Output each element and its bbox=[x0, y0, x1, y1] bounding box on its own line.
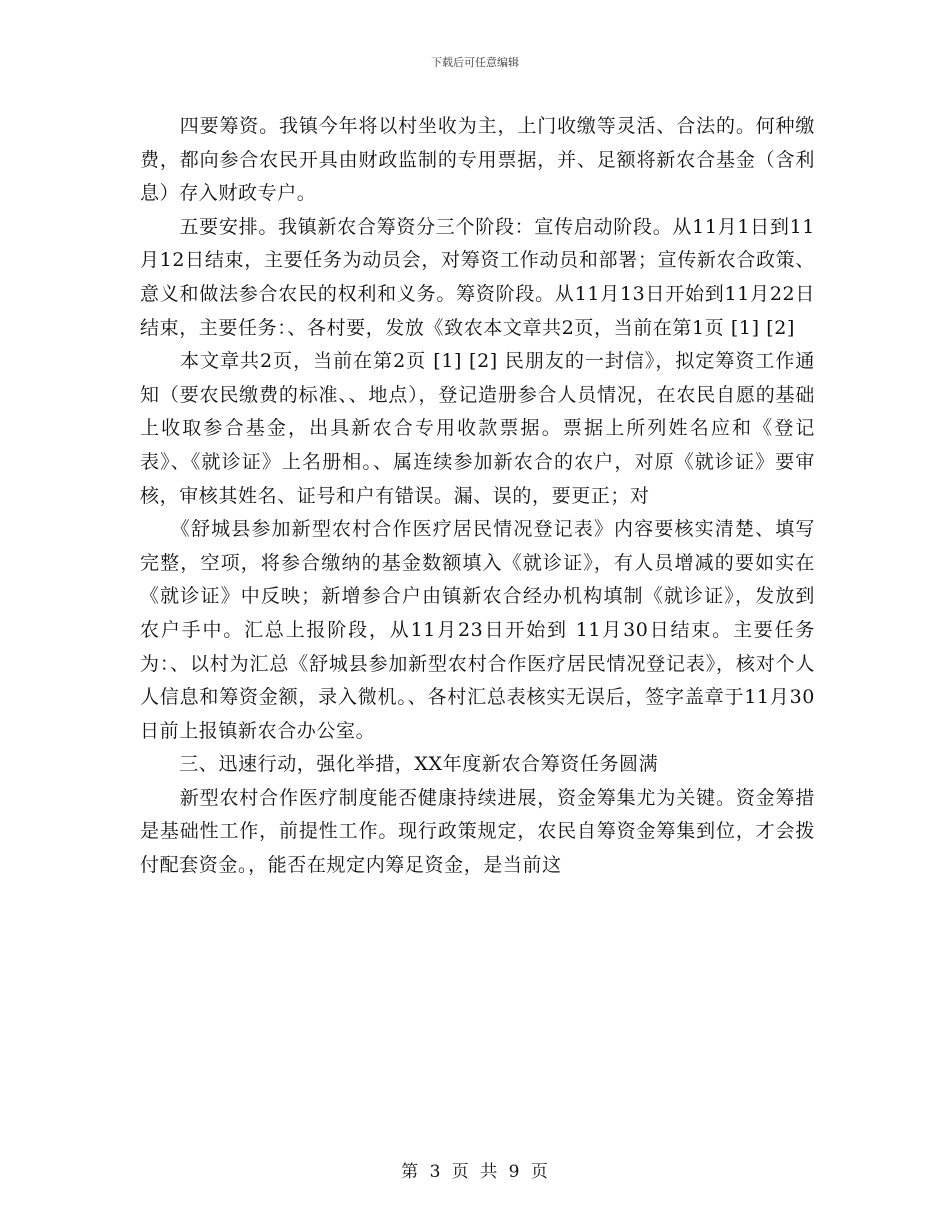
paragraph-5: 新型农村合作医疗制度能否健康持续进展，资金筹集尤为关键。资金筹措是基础性工作，前提性工作。现行政策规定，农民自筹资金筹集到位，才会拨付配套资金。，能否在规定内筹足资金，是当前这 bbox=[140, 786, 815, 877]
page-header: 下载后可任意编辑 bbox=[431, 56, 519, 69]
paragraph-4: 《舒城县参加新型农村合作医疗居民情况登记表》内容要核实清楚、填写完整，空项，将参合缴纳的基金数额填入《就诊证》，有人员增减的要如实在《就诊证》中反映；新增参合户由镇新农合经办机构填制《就诊证》，发放到农户手中。汇总上报阶段，从11月23日开始到 11月30日结束。主要任务为：、以村为汇总《舒城县参加新型农村合作医疗居民情况登记表》，核对个人人信息和筹资金额，录入微机。、各村汇总表核实无误后，签字盖章于11月30日前上报镇新农合办公室。 bbox=[140, 518, 815, 742]
document-body bbox=[140, 110, 815, 883]
paragraph-1: 四要筹资。我镇今年将以村坐收为主，上门收缴等灵活、合法的。何种缴费，都向参合农民开具由财政监制的专用票据，并、足额将新农合基金（含利息）存入财政专户。 bbox=[140, 115, 815, 205]
section-heading: 三、迅速行动，强化举措，XX年度新农合筹资任务圆满 bbox=[140, 753, 659, 776]
page-number: 第 3 页 共 9 页 bbox=[401, 1162, 549, 1182]
paragraph-2: 五要安排。我镇新农合筹资分三个阶段：宣传启动阶段。从11月1日到11月12日结束，主要任务为动员会，对筹资工作动员和部署；宣传新农合政策、意义和做法参合农民的权利和义务。筹资阶段。从11月13日开始到11月22日结束，主要任务：、各村要，发放《致农本文章共2页，当前在第1页 [1] [2] bbox=[140, 215, 815, 339]
paragraph-3: 本文章共2页，当前在第2页 [1] [2] 民朋友的一封信》，拟定筹资工作通知（要农民缴费的标准、、地点），登记造册参合人员情况，在农民自愿的基础上收取参合基金，出具新农合专用收款票据。票据上所列姓名应和《登记表》、《就诊证》上名册相。、属连续参加新农合的农户，对原《就诊证》要审核，审核其姓名、证号和户有错误。漏、误的，要更正；对 bbox=[140, 350, 815, 507]
